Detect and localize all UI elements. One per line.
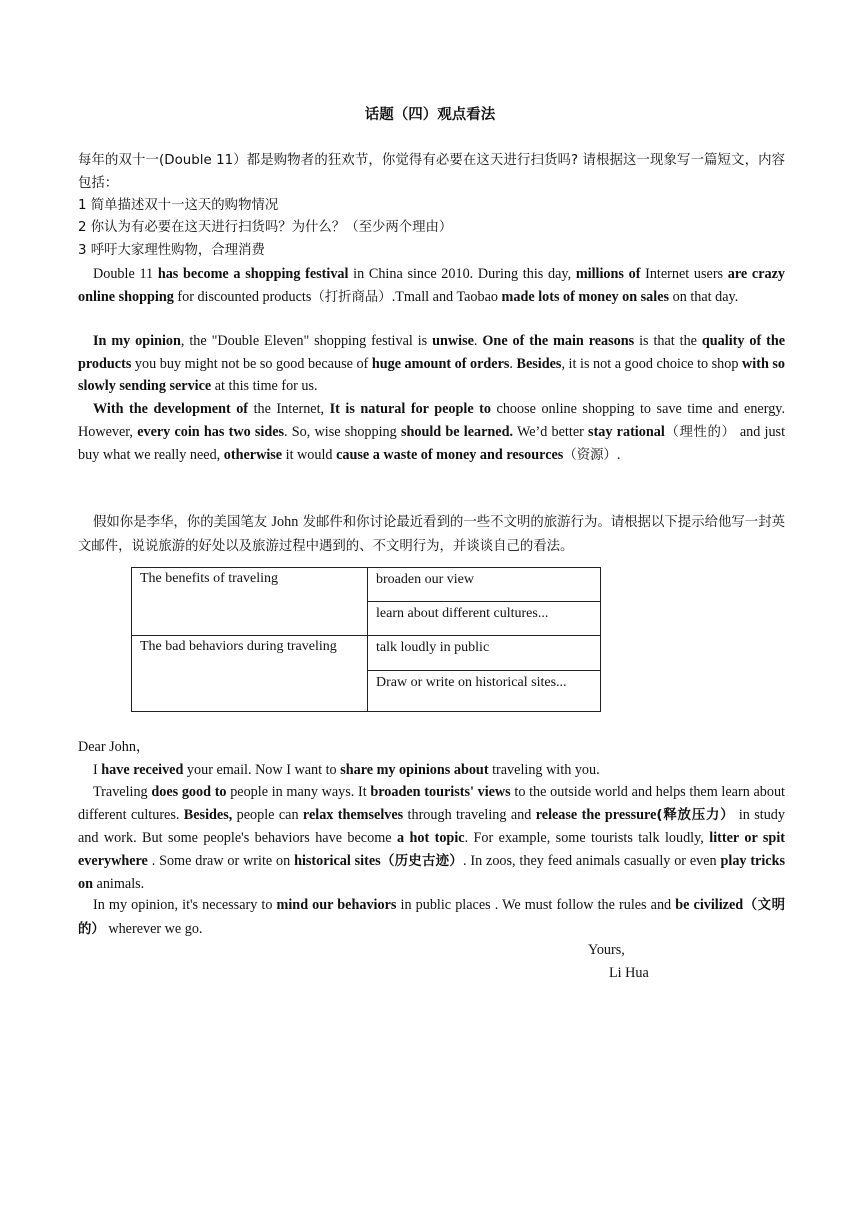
page-title: 话题（四）观点看法 [364,107,496,123]
emphasis-phrase: share my opinions about [340,762,489,778]
emphasis-phrase: stay rational [588,423,665,440]
text-run: John [271,514,299,530]
emphasis-phrase: a hot topic [396,830,465,847]
text-run: in study and work. But some people's behaviors have become [78,806,785,847]
text-run: traveling with you. [488,762,600,778]
text-run: your email. Now I want to [183,762,341,778]
text-run: Internet users [640,266,728,282]
text-run: We’d better [513,423,589,440]
emphasis-phrase: millions of [575,266,641,282]
topic1-paragraph-1 [78,263,785,309]
emphasis-phrase: With the development of [93,401,249,417]
text-run: . Some draw or write on [147,852,295,869]
text-run: . [509,355,517,372]
text-run: people can [232,806,303,823]
text-run: Double 11 [93,266,158,282]
text-run: in China since 2010. During this day, [348,266,576,282]
text-run: in public places . We must follow the rules and [396,897,676,913]
emphasis-phrase: cause a waste of money and resources [336,447,564,464]
text-run: 发邮件和你讨论最近看到的一些不文明的旅游行为。请根据以下提示给他写一封英文邮件，说说旅游的好处以及旅游过程中遇到的、不文明行为，并谈谈自己的看法。 [78,515,785,554]
bad-behaviors-label: The bad behaviors during traveling [132,636,368,712]
text-run: . [473,333,483,349]
emphasis-phrase: have received [101,762,184,778]
emphasis-phrase: are crazy online shopping [78,266,785,305]
topic2-intro [78,511,785,558]
text-run: . [616,447,621,464]
emphasis-phrase: huge amount of orders [371,355,510,372]
benefit-item: learn about different cultures... [368,602,601,636]
text-run: 假如你是李华，你的美国笔友 [93,515,272,530]
emphasis-phrase: quality of the products [78,333,786,372]
text-run: choose online shopping to save time and energy. However, [78,401,786,440]
topic1-intro: 每年的双十一(Double 11）都是购物者的狂欢节，你觉得有必要在这天进行扫货吗? 请根据这一现象写一篇短文，内容包括： [78,153,785,191]
emphasis-phrase: In my opinion [93,333,181,349]
emphasis-phrase: historical sites [294,852,381,869]
benefits-label: The benefits of traveling [132,568,368,636]
text-run: Traveling [93,784,152,800]
letter-signature: Li Hua [609,965,649,981]
topic1-paragraph-2 [78,330,785,398]
emphasis-phrase: mind our behaviors [276,897,397,913]
letter-closing: Yours, [588,942,625,958]
emphasis-phrase: has become a shopping festival [157,266,349,282]
text-run: （资源） [563,448,617,464]
text-run: , the "Double Eleven" shopping festival is [180,333,433,349]
emphasis-phrase: unwise [432,333,474,349]
emphasis-phrase: litter or spit everywhere [78,830,785,869]
emphasis-phrase: broaden tourists' views [370,784,511,800]
text-run: it would [282,447,337,464]
text-run: people in many ways. It [226,784,371,800]
text-run: to the outside world and helps them learn about different cultures. [78,784,785,823]
emphasis-phrase: play tricks on [78,852,786,893]
emphasis-phrase: does good to [151,784,227,800]
text-run: wherever we go. [104,920,203,937]
text-run: （理性的） [664,424,736,440]
text-run: . So, wise shopping [284,423,401,440]
topic1-point-1: 1 简单描述双十一这天的购物情况 [78,198,279,213]
prompt-table [131,567,601,712]
emphasis-phrase: It is natural for people to [329,401,491,417]
text-run: through traveling and [403,806,536,823]
text-run: and just buy what we really need, [78,423,786,464]
emphasis-phrase: （历史古迹） [380,853,464,869]
text-run: . For example, some tourists talk loudly, [464,830,710,847]
letter-paragraph-2 [78,781,785,896]
emphasis-phrase: release the pressure [535,806,657,823]
letter-paragraph-3 [78,894,785,941]
emphasis-phrase: otherwise [223,447,283,464]
bad-behavior-item: talk loudly in public [368,636,601,671]
letter-paragraph-1 [78,759,785,782]
text-run: . In zoos, they feed animals casually or even [463,852,721,869]
topic1-point-2: 2 你认为有必要在这天进行扫货吗？为什么？（至少两个理由） [78,220,453,235]
text-run: at this time for us. [211,378,318,395]
emphasis-phrase: (释放压力） [656,807,735,823]
emphasis-phrase: Besides, [183,806,233,823]
emphasis-phrase: （文明的） [78,898,785,937]
text-run: on that day. [669,288,739,305]
topic1-paragraph-3 [78,398,785,468]
text-run: （打折商品） [311,289,392,305]
text-run: the Internet, [248,401,330,417]
text-run: , it is not a good choice to shop [561,355,743,372]
emphasis-phrase: made lots of money on sales [501,288,670,305]
emphasis-phrase: every coin has two sides [137,423,285,440]
bad-behavior-item: Draw or write on historical sites... [368,670,601,711]
topic1-point-3: 3 呼吁大家理性购物，合理消费 [78,243,265,258]
emphasis-phrase: One of the main reasons [482,333,635,349]
letter-greeting: Dear John， [78,739,151,755]
text-run: In my opinion, it's necessary to [93,897,277,913]
text-run: .Tmall and Taobao [391,288,502,305]
text-run: for discounted products [173,288,312,305]
emphasis-phrase: with so slowly sending service [78,355,786,395]
emphasis-phrase: be civilized [675,897,744,913]
emphasis-phrase: should be learned. [400,423,514,440]
emphasis-phrase: relax themselves [302,806,404,823]
text-run: is that the [634,333,702,349]
text-run: you buy might not be so good because of [131,355,372,372]
emphasis-phrase: Besides [516,355,562,372]
text-run: I [93,762,102,778]
text-run: animals. [92,876,145,893]
benefit-item: broaden our view [368,568,601,602]
